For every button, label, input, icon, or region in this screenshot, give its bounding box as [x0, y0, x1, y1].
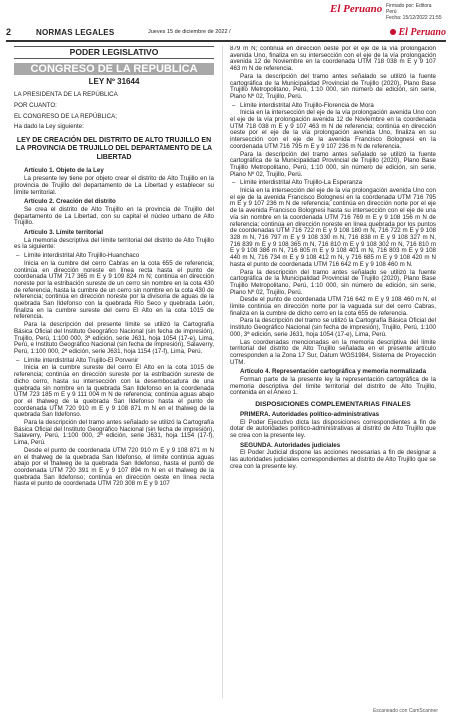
boundary-source: Para la descripción del presente límite se utilizó la Cartografía Básica Oficial del Instituto Geográfico Nacional (sin fecha de impresión), Trujillo, Perú, 1:100 000, 3ª edición, serie J631, hoja 1054 (17-e), Lima, Perú, e Instituto Geográfico Nacional (sin fecha de impresión), Salaverry, Perú, 1:100 000, 2ª edición, serie J631, hoja 1154 (17-f), Lima, Perú. [14, 321, 214, 355]
boundary-source: Para la descripción del tramo antes señalado se utilizó la Cartografía Básica Oficial del Instituto Geográfico Nacional (sin fecha de impresión), Salaverry, Perú, 1:100 000, 2ª edición, serie J631, hoja 1154 (17-f), Lima, Perú. [14, 419, 214, 447]
article-text: La memoria descriptiva del límite territorial del distrito de Alto Trujillo es la siguiente: [14, 236, 214, 251]
issue-date: Jueves 15 de diciembre de 2022 / [148, 29, 231, 35]
poder-heading: PODER LEGISLATIVO [14, 46, 214, 59]
boundary-text: Inicia en la intersección del eje de la vía prolongación avenida Uno con el eje de la avenida Francisco Bolognesi en la coordenada UTM 716 795 m E y 9 107 236 m N de referencia; continúa en dirección norte por el eje de la avenida Francisco Bolognesi hasta su intersección con el eje de una vía sin nombre en la coordenada UTM 716 769 m E y 9 108 156 m N de referencia; continúa en dirección noreste en línea quebrada por los puntos de coordenadas UTM 716 722 m E y 9 108 180 m N, 716 722 m E y 9 108 328 m N, 716 797 m E y 9 108 330 m N, 716 838 m E y 9 108 327 m N, 716 839 m E y 9 108 365 m N, 716 810 m E y 9 108 302 m N, 716 810 m E y 9 108 386 m N, 716 805 m E y 9 108 401 m N, 716 803 m E y 9 108 440 m N, 716 734 m E y 9 108 412 m N, y 716 685 m E y 9 108 420 m N hasta el punto de coordenada UTM 716 642 m E y 9 108 460 m N. [230, 187, 436, 268]
right-column [230, 46, 436, 698]
article-text: La presente ley tiene por objeto crear el distrito de Alto Trujillo en la provincia de Trujillo del departamento de La Libertad y establecer su límite territorial. [14, 175, 214, 196]
law-number: LEY Nº 31644 [88, 77, 140, 87]
brand-logo [390, 27, 446, 38]
section-title: NORMAS LEGALES [36, 27, 115, 37]
page-number: 2 [6, 27, 12, 37]
left-column [14, 46, 214, 698]
digital-signature-stamp [330, 2, 450, 24]
header-rule [6, 40, 446, 42]
boundary-text: Inicia en la cumbre del cerro Cabras en la cota 655 de referencia; continúa en dirección noreste en línea recta hasta el punto de coordenada UTM 717 365 m E y 9 109 824 m N; continúa en dirección noreste por la estribación sureste de un cerro sin nombre en la cota 430 de referencia, hasta la cumbre de un cerro sin nombre en la cota 430 de referencia; continúa en dirección noreste por la divisoria de aguas de la quebrada San Ildefonso con la quebrada Río Seco y quebrada León, finaliza en la cumbre sureste del cerro El Alto en la cota 1015 de referencia. [14, 259, 214, 321]
boundary-text: Inicia en la cumbre sureste del cerro El Alto en la cota 1015 de referencia; continúa en dirección sureste por la estribación sureste de dicho cerro, hasta su intersección con la desembocadura de una quebrada sin nombre en la quebrada San Ildefonso en la coordenada UTM 723 185 m E y 9 111 004 m N de referencia; continúa aguas abajo por el thalweg de la quebrada San Ildefonso hasta el punto de coordenada UTM 720 910 m E y 9 108 871 m N en el thalweg de la quebrada San Ildefonso. [14, 364, 214, 419]
preamble-line: LA PRESIDENTA DE LA REPÚBLICA [14, 91, 118, 99]
article-text: Forman parte de la presente ley la representación cartográfica de la memoria descriptiva del límite territorial del distrito de Alto Trujillo, contenida en el Anexo 1. [230, 376, 436, 397]
boundary-text: Inicia en la intersección del eje de la vía prolongación avenida Uno con el eje de la vía prolongación avenida 12 de Noviembre en la coordenada UTM 718 038 m E y 9 107 463 m N de referencia; continúa en dirección oeste por el eje de la vía prolongación avenida Uno, finaliza en su intersección con el eje de la avenida Francisco Bolognesi en la coordenada UTM 716 795 m E y 9 107 236 m N de referencia. [230, 109, 436, 150]
boundary-source: Para la descripción del tramo antes señalado se utilizó la fuente cartográfica de la Municipalidad Provincial de Trujillo (2020), Plano Base Trujillo Metropolitano, Perú, 1:10 000, sin número de edición, sin serie, Plano Nº 02, Trujillo, Perú. [230, 268, 436, 296]
preamble-line: EL CONGRESO DE LA REPÚBLICA; [14, 112, 117, 120]
preamble [14, 92, 214, 131]
signature-logo: El Peruano [330, 3, 383, 15]
signature-line: Firmado por: Editora [386, 3, 432, 9]
boundary-source: Para la descripción del tramo se utilizó la Cartografía Básica Oficial del Instituto Geográfico Nacional (sin fecha de impresión), Trujillo, Perú, 1:100 000, 3ª edición, serie J631, hoja 1054 (17-e), Lima, Perú. [230, 317, 436, 338]
provision-title: PRIMERA. Autoridades político-administrativas [240, 410, 380, 418]
congreso-banner: CONGRESO DE LA REPUBLICA [14, 63, 214, 76]
provision-text: El Poder Ejecutivo dicta las disposiciones correspondientes a fin de dotar de autoridades político-administrativas al distrito de Alto Trujillo que se crea con la presente ley. [230, 418, 436, 439]
boundary-text: Desde el punto de coordenada UTM 720 910 m E y 9 108 871 m N en el thalweg de la quebrada San Ildefonso, el límite continúa aguas abajo por el thalweg de la quebrada San Ildefonso, hasta el punto de coordenada UTM 720 391 m E y 9 107 894 m N en el thalweg de la quebrada San Ildefonso; continúa en dirección oeste en línea recta hasta el punto de coordenada UTM 720 308 m E y 9 107 [14, 446, 214, 488]
provisions-heading: DISPOSICIONES COMPLEMENTARIAS FINALES [255, 401, 411, 409]
article-title: Artículo 1. Objeto de la Ley [24, 167, 104, 175]
boundary-text: Desde el punto de coordenada UTM 716 642 m E y 9 108 460 m N, el límite continúa en dirección norte por la vaguada sur del cerro Cabras, finaliza en la cumbre de dicho cerro en la cota 655 de referencia. [230, 296, 436, 317]
article-title: Artículo 2. Creación del distrito [24, 198, 116, 206]
boundary-title: – Límite interdistrital Alto Trujillo-Huanchaco [14, 253, 214, 260]
boundary-text: 879 m N; continúa en dirección oeste por el eje de la vía prolongación avenida Uno, finaliza en su intersección con el eje de la vía prolongación avenida 12 de Noviembre en la coordenada UTM 718 038 m E y 9 107 463 m N de referencia. [230, 46, 436, 73]
boundary-title: – Límite interdistrital Alto Trujillo-El Porvenir [14, 358, 214, 365]
brand-name: El Peruano [398, 26, 446, 38]
provision-text: El Poder Judicial dispone las acciones necesarias a fin de designar a las autoridades judiciales correspondientes al distrito de Alto Trujillo que se crea con la presente ley. [230, 449, 436, 470]
boundary-source: Para la descripción del tramo antes señalado se utilizó la fuente cartográfica de la Municipalidad Provincial de Trujillo (2020), Plano Base Trujillo Metropolitano, Perú, 1:10 000, sin número de edición, sin serie, Plano Nº 02, Trujillo, Perú. [230, 150, 436, 178]
article-title: Artículo 4. Representación cartográfica y memoria normalizada [240, 368, 427, 376]
article-text: Se crea el distrito de Alto Trujillo en la provincia de Trujillo del departamento de La Libertad, con su capital el núcleo urbano de Alto Trujillo. [14, 205, 214, 227]
scanner-footer: Escaneado con CamScanner [372, 708, 438, 714]
brand-dot-icon [390, 29, 396, 35]
signature-line: Perú [386, 9, 397, 15]
column-divider [222, 46, 223, 698]
signature-line: Fecha: 15/12/2022 21:55 [386, 15, 442, 21]
coordinates-note: Las coordenadas mencionadas en la memoria descriptiva del límite territorial del distrito de Alto Trujillo señalada en el presente artículo corresponden a la Zona 17 Sur, Datum WGS1984, Sistema de Proyección UTM. [230, 338, 436, 366]
article-title: Artículo 3. Límite territorial [24, 229, 104, 237]
signature-text [386, 3, 442, 21]
boundary-title: – Límite interdistrital Alto Trujillo-La Esperanza [230, 180, 436, 187]
boundary-source: Para la descripción del tramo antes señalado se utilizó la fuente cartográfica de la Municipalidad Provincial de Trujillo (2020), Plano Base Trujillo Metropolitano, Perú, 1:10 000, sin número de edición, sin serie, Plano Nº 02, Trujillo, Perú. [230, 72, 436, 100]
page-header [6, 26, 446, 38]
boundary-title: – Límite interdistrital Alto Trujillo-Florencia de Mora [230, 103, 436, 110]
law-title: LEY DE CREACIÓN DEL DISTRITO DE ALTO TRUJILLO EN LA PROVINCIA DE TRUJILLO DEL DEPARTAMENTO DE LA LIBERTAD [15, 136, 213, 161]
preamble-line: Ha dado la Ley siguiente: [14, 123, 84, 131]
provision-title: SEGUNDA. Autoridades judiciales [240, 441, 341, 449]
preamble-line: POR CUANTO: [14, 101, 57, 109]
